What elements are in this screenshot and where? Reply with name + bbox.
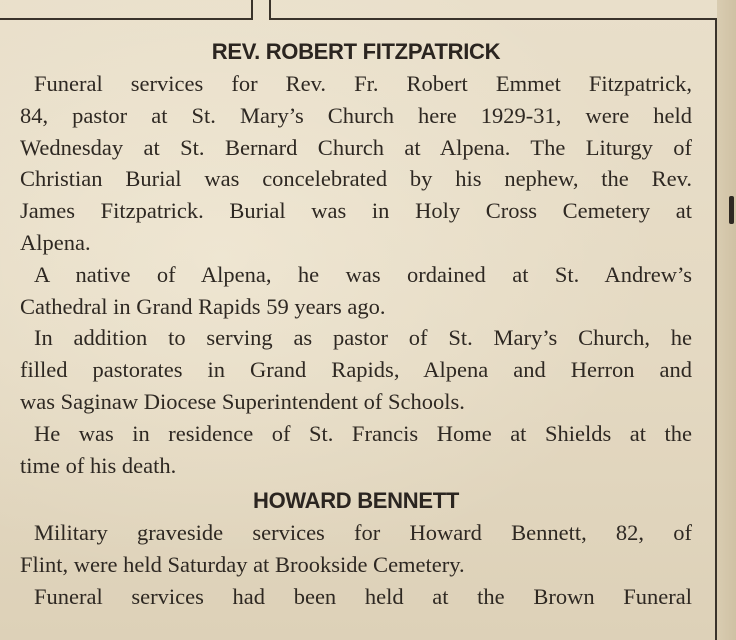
adjacent-column-edge [717,0,736,640]
text-line: Christian Burial was concelebrated by his nephew, the Rev. [20,166,692,192]
text-line: time of his death. [20,452,177,478]
text-line: Flint, were held Saturday at Brookside Cemetery. [20,552,465,578]
text-line: Funeral services had been held at the Brown Funeral [34,583,692,609]
text-line: Funeral services for Rev. Fr. Robert Emmet Fitzpatrick, [34,71,692,96]
adjacent-column-fragment [729,196,734,224]
paragraph [20,581,692,613]
text-line: Wednesday at St. Bernard Church at Alpena. The Liturgy of [20,134,692,160]
text-line: was Saginaw Diocese Superintendent of Schools. [20,388,465,414]
obituary-column [20,36,692,613]
top-right-column-box [269,0,722,20]
text-line: A native of Alpena, he was ordained at St. Andrew’s [34,261,692,287]
text-line: Alpena. [20,229,91,255]
text-line: Military graveside services for Howard Bennett, 82, of [34,520,692,546]
paragraph [20,259,692,323]
text-line: Cathedral in Grand Rapids 59 years ago. [20,293,386,319]
text-line: James Fitzpatrick. Burial was in Holy Cross Cemetery at [20,198,692,224]
text-line: 84, pastor at St. Mary’s Church here 1929-31, were held [20,102,692,128]
top-left-column-box [0,0,253,20]
obituary-heading-bennett: HOWARD BENNETT [252,488,459,514]
text-line: filled pastorates in Grand Rapids, Alpena and Herron and [20,357,692,383]
paragraph [20,418,692,482]
obituary-heading-fitzpatrick: REV. ROBERT FITZPATRICK [211,39,501,64]
text-line: In addition to serving as pastor of St. Mary’s Church, he [34,325,692,351]
paragraph [20,322,692,417]
paragraph [20,517,692,581]
paragraph [20,68,692,259]
text-line: He was in residence of St. Francis Home at Shields at the [34,420,692,446]
